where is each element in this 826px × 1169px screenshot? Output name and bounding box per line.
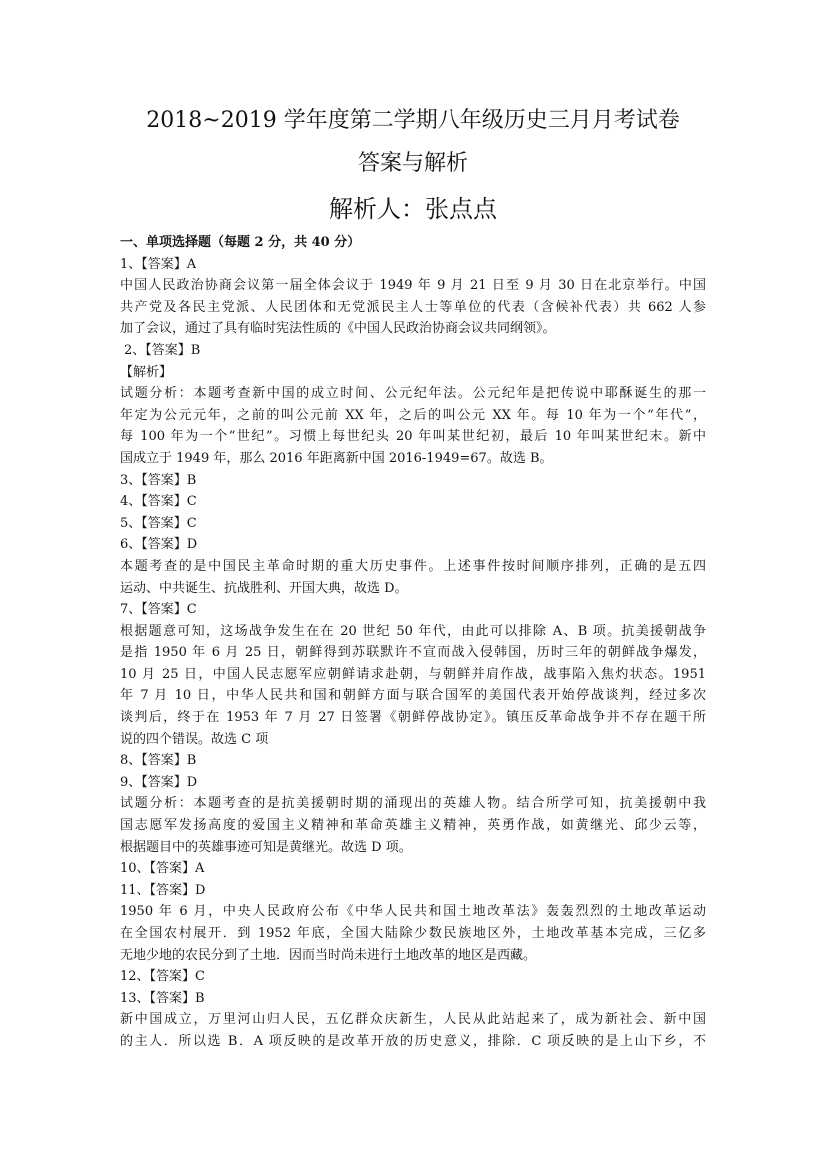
explanation-line: 的主人．所以选 B．A 项反映的是改革开放的历史意义，排除．C 项反映的是上山下乡，不 xyxy=(120,1033,706,1049)
explanation-line: 运动、中共诞生、抗战胜利、开国大典，故选 D。 xyxy=(120,580,408,596)
answer-line: 4、【答案】C xyxy=(120,494,197,510)
answer-line: 3、【答案】B xyxy=(120,472,197,488)
answer-line: 10、【答案】A xyxy=(120,861,205,877)
explanation-line: 新中国成立，万里河山归人民，五亿群众庆新生，人民从此站起来了，成为新社会、新中国 xyxy=(120,1012,706,1028)
explanation-line: 国成立于 1949 年，那么 2016 年距离新中国 2016-1949=67。故选 B。 xyxy=(120,450,553,466)
explanation-line: 是指 1950 年 6 月 25 日，朝鲜得到苏联默许不宣而战入侵韩国，历时三年的朝鲜战争爆发， xyxy=(120,645,706,661)
answer-line: 1、【答案】A xyxy=(120,256,197,272)
explanation-line: 说的四个错误。故选 C 项 xyxy=(120,731,269,747)
explanation-line: 无地少地的农民分到了土地．因而当时尚未进行土地改革的地区是西藏。 xyxy=(120,947,537,963)
answer-line: 9、【答案】D xyxy=(120,774,198,790)
explanation-line: 年 7 月 10 日，中华人民共和国和朝鲜方面与联合国军的美国代表开始停战谈判，经过多次 xyxy=(120,688,706,704)
answer-line: 12、【答案】C xyxy=(120,969,205,985)
explanation-line: 每 100 年为一个“世纪”。习惯上每世纪头 20 年叫某世纪初，最后 10 年叫某世纪末。新中 xyxy=(120,429,706,445)
explanation-line: 共产党及各民主党派、人民团体和无党派民主人士等单位的代表（含候补代表）共 662 人参 xyxy=(120,299,706,315)
explanation-line: 本题考查的是中国民主革命时期的重大历史事件。上述事件按时间顺序排列，正确的是五四 xyxy=(120,558,706,574)
explanation-line: 根据题意可知，这场战争发生在在 20 世纪 50 年代，由此可以排除 A、B 项。抗美援朝战争 xyxy=(120,623,706,639)
explanation-line: 加了会议，通过了具有临时宪法性质的《中国人民政治协商会议共同纲领》。 xyxy=(120,321,556,337)
explanation-line: 10 月 25 日，中国人民志愿军应朝鲜请求赴朝，与朝鲜并肩作战，战事陷入焦灼状态。1951 xyxy=(120,666,706,682)
answer-line: 7、【答案】C xyxy=(120,602,197,618)
answer-line: 6、【答案】D xyxy=(120,537,198,553)
answer-line: 13、【答案】B xyxy=(120,990,205,1006)
explanation-line: 在全国农村展开．到 1952 年底，全国大陆除少数民族地区外，土地改革基本完成，三亿多 xyxy=(120,926,706,941)
answer-line: 8、【答案】B xyxy=(120,753,197,769)
explanation-line: 国志愿军发扬高度的爱国主义精神和革命英雄主义精神，英勇作战，如黄继光、邱少云等， xyxy=(120,818,706,834)
section-heading: 一、单项选择题（每题 2 分，共 40 分） xyxy=(120,235,361,250)
explanation-line: 试题分析：本题考查的是抗美援朝时期的涌现出的英雄人物。结合所学可知，抗美援朝中我 xyxy=(120,796,706,812)
document-subtitle: 答案与解析 xyxy=(357,151,468,176)
analysis-label: 【解析】 xyxy=(120,364,173,380)
document-title: 2018~2019 学年度第二学期八年级历史三月月考试卷 xyxy=(146,108,680,133)
answer-line: 11、【答案】D xyxy=(120,882,206,898)
answer-content xyxy=(120,232,706,1053)
answer-line: 2、【答案】B xyxy=(124,342,201,358)
explanation-line: 根据题目中的英雄事迹可知是黄继光。故选 D 项。 xyxy=(120,839,412,855)
explanation-line: 谈判后，终于在 1953 年 7 月 27 日签署《朝鲜停战协定》。镇压反革命战争并不存在题干所 xyxy=(120,710,706,726)
explanation-line: 试题分析：本题考查新中国的成立时间、公元纪年法。公元纪年是把传说中耶酥诞生的那一 xyxy=(120,386,706,402)
explanation-line: 中国人民政治协商会议第一届全体会议于 1949 年 9 月 21 日至 9 月 30 日在北京举行。中国 xyxy=(120,278,706,294)
document-author: 解析人：张点点 xyxy=(329,195,497,223)
answer-line: 5、【答案】C xyxy=(120,515,197,531)
explanation-line: 年定为公元元年，之前的叫公元前 XX 年，之后的叫公元 XX 年。每 10 年为一个“年代”， xyxy=(120,407,706,423)
explanation-line: 1950 年 6 月，中央人民政府公布《中华人民共和国土地改革法》轰轰烈烈的土地改革运动 xyxy=(120,904,706,920)
